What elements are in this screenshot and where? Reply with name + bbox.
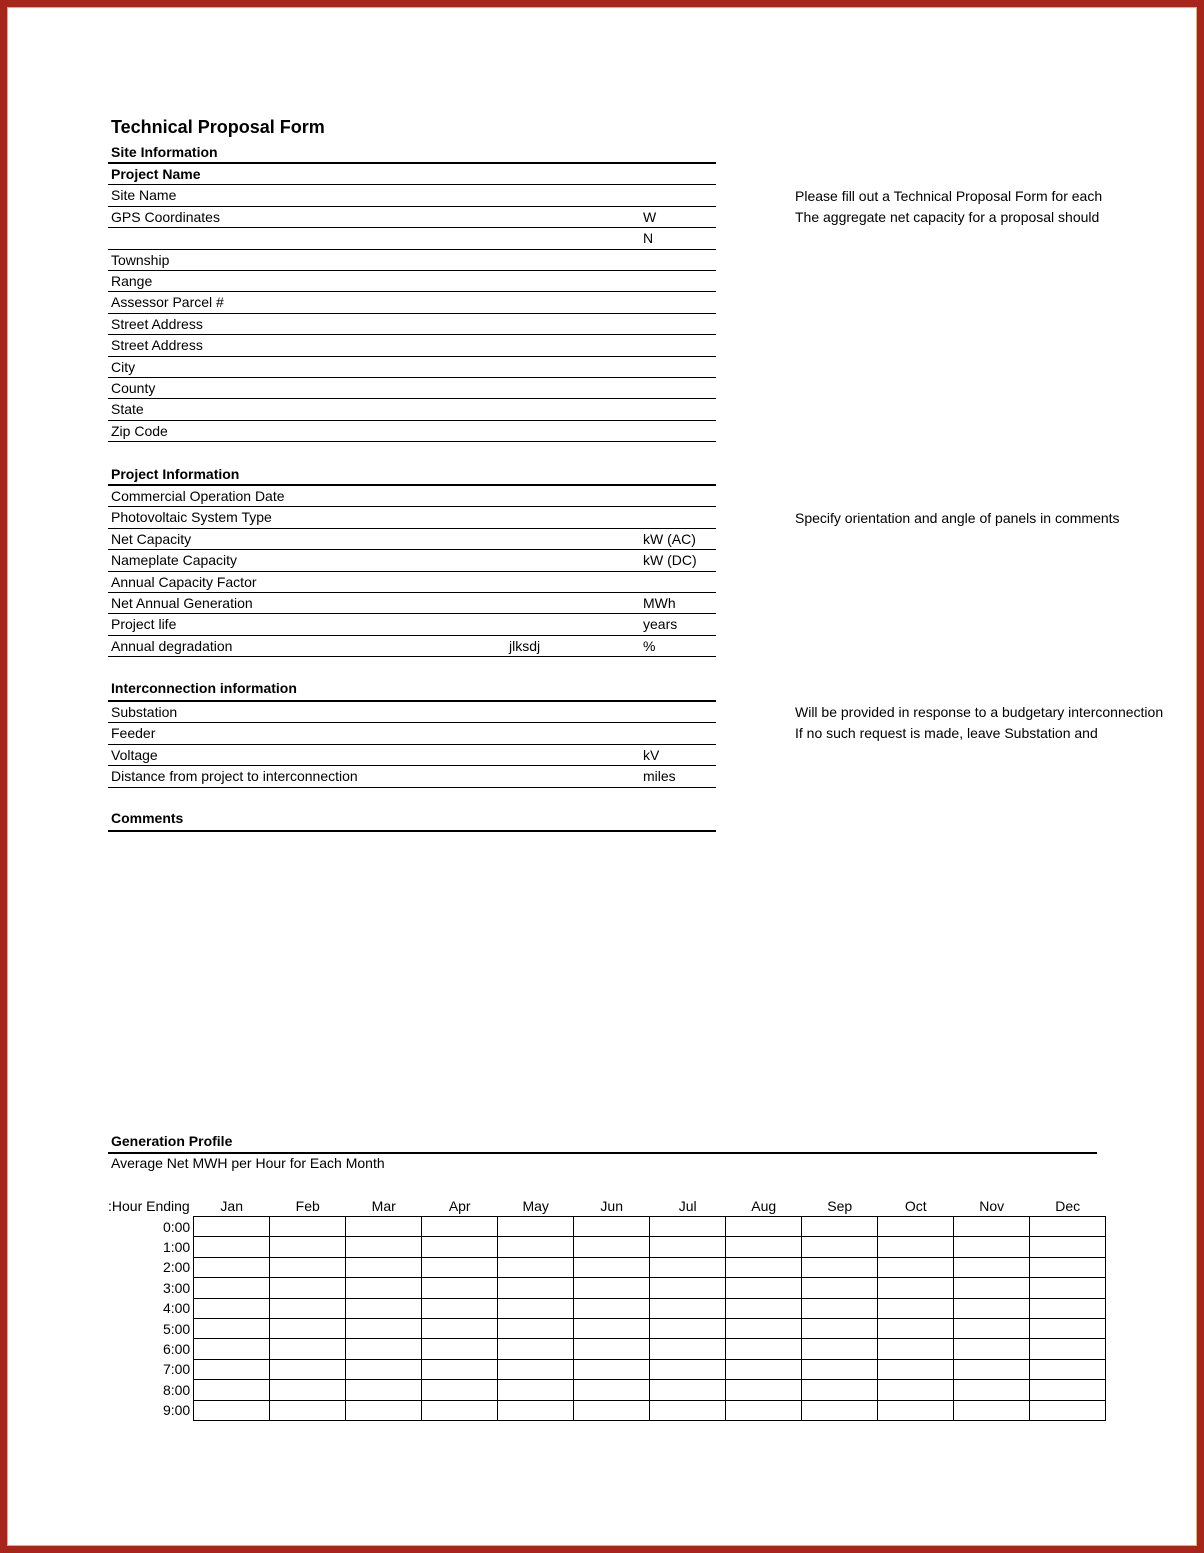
month-header-nov: Nov [979, 1198, 1005, 1214]
data-cell-apr[interactable] [422, 1278, 498, 1298]
data-cell-apr[interactable] [422, 1400, 498, 1420]
field-label: GPS Coordinates [111, 208, 220, 225]
field-label: Net Annual Generation [111, 594, 253, 611]
data-cell-sep[interactable] [802, 1278, 878, 1298]
field-label: Commercial Operation Date [111, 488, 285, 504]
data-cell-may[interactable] [498, 1298, 574, 1318]
comments-section [108, 808, 716, 832]
data-cell-feb[interactable] [270, 1318, 346, 1338]
form-row-township [108, 250, 716, 271]
data-cell-may[interactable] [498, 1237, 574, 1257]
instruction-note: Specify orientation and angle of panels in comments [795, 510, 1120, 526]
interconnection-section [108, 678, 716, 788]
data-cell-jun[interactable] [574, 1278, 650, 1298]
form-row-site-name [108, 185, 716, 206]
data-cell-nov[interactable] [954, 1278, 1030, 1298]
site-information-section [108, 142, 716, 442]
data-cell-oct[interactable] [878, 1339, 954, 1359]
hour-label: 3:00 [108, 1278, 194, 1298]
comments-heading: Comments [108, 808, 716, 832]
data-cell-mar[interactable] [346, 1339, 422, 1359]
data-cell-nov[interactable] [954, 1359, 1030, 1379]
data-cell-jul[interactable] [650, 1400, 726, 1420]
project-information-section [108, 464, 716, 657]
instruction-note: Will be provided in response to a budgetary interconnection [795, 704, 1164, 720]
data-cell-jan[interactable] [194, 1318, 270, 1338]
data-cell-nov[interactable] [954, 1298, 1030, 1318]
data-cell-aug[interactable] [726, 1298, 802, 1318]
data-cell-aug[interactable] [726, 1318, 802, 1338]
form-row-street-address [108, 314, 716, 335]
data-cell-jan[interactable] [194, 1298, 270, 1318]
data-cell-aug[interactable] [726, 1217, 802, 1237]
form-row-net-annual-generation [108, 593, 716, 614]
field-value[interactable]: jlksdj [509, 637, 541, 654]
form-row-gps-coordinates [108, 207, 716, 228]
field-label: State [111, 401, 144, 418]
data-cell-sep[interactable] [802, 1359, 878, 1379]
data-cell-aug[interactable] [726, 1400, 802, 1420]
data-cell-jul[interactable] [650, 1237, 726, 1257]
month-header-feb: Feb [295, 1198, 320, 1214]
form-row-assessor-parcel [108, 292, 716, 313]
data-cell-apr[interactable] [422, 1359, 498, 1379]
form-row-city [108, 357, 716, 378]
field-label: Net Capacity [111, 530, 192, 547]
form-row-county [108, 378, 716, 399]
data-cell-may[interactable] [498, 1380, 574, 1400]
form-row-net-capacity [108, 529, 716, 550]
form-row-voltage [108, 745, 716, 766]
form-title: Technical Proposal Form [111, 117, 325, 137]
data-cell-oct[interactable] [878, 1298, 954, 1318]
data-cell-jan[interactable] [194, 1400, 270, 1420]
field-unit: MWh [643, 594, 676, 611]
table-row [108, 1217, 1106, 1237]
data-cell-jun[interactable] [574, 1237, 650, 1257]
field-label: Site Name [111, 187, 177, 204]
field-label: Assessor Parcel # [111, 294, 224, 311]
data-cell-aug[interactable] [726, 1339, 802, 1359]
form-row-photovoltaic-system-type [108, 507, 716, 528]
hour-label: 0:00 [108, 1217, 194, 1237]
data-cell-aug[interactable] [726, 1237, 802, 1257]
data-cell-oct[interactable] [878, 1359, 954, 1379]
field-label: Street Address [111, 315, 203, 332]
field-label: Street Address [111, 337, 203, 354]
data-cell-oct[interactable] [878, 1318, 954, 1338]
form-row-blank-3 [108, 228, 716, 249]
data-cell-jun[interactable] [574, 1380, 650, 1400]
data-cell-jan[interactable] [194, 1380, 270, 1400]
data-cell-sep[interactable] [802, 1318, 878, 1338]
month-header-oct: Oct [904, 1198, 927, 1214]
hour-label: 5:00 [108, 1318, 194, 1338]
data-cell-dec[interactable] [1030, 1257, 1106, 1277]
data-cell-feb[interactable] [270, 1257, 346, 1277]
hour-ending-header: Hour Ending: [108, 1198, 190, 1215]
field-label: County [111, 379, 156, 396]
data-cell-dec[interactable] [1030, 1318, 1106, 1338]
field-label: Distance from project to interconnection [111, 768, 358, 785]
interconnection-rows [108, 702, 716, 788]
hour-label: 9:00 [108, 1400, 194, 1420]
data-cell-apr[interactable] [422, 1237, 498, 1257]
data-cell-nov[interactable] [954, 1237, 1030, 1257]
data-cell-jan[interactable] [194, 1339, 270, 1359]
project-information-heading: Project Information [108, 464, 716, 486]
form-row-substation [108, 702, 716, 723]
data-cell-sep[interactable] [802, 1339, 878, 1359]
data-cell-dec[interactable] [1030, 1217, 1106, 1237]
field-label: Project life [111, 616, 177, 633]
data-cell-jul[interactable] [650, 1318, 726, 1338]
instruction-note: Please fill out a Technical Proposal Form for each [795, 188, 1103, 204]
field-label: Annual Capacity Factor [111, 573, 257, 590]
field-label: Range [111, 272, 153, 289]
data-cell-may[interactable] [498, 1257, 574, 1277]
data-cell-sep[interactable] [802, 1380, 878, 1400]
field-label: Nameplate Capacity [111, 552, 238, 569]
field-unit: miles [643, 768, 676, 785]
form-row-commercial-operation-date [108, 486, 716, 507]
data-cell-nov[interactable] [954, 1380, 1030, 1400]
form-row-project-life [108, 614, 716, 635]
table-row [108, 1257, 1106, 1277]
site-information-notes [795, 186, 1103, 229]
data-cell-jan[interactable] [194, 1257, 270, 1277]
form-row-feeder [108, 723, 716, 744]
project-information-notes [795, 508, 1120, 529]
data-cell-apr[interactable] [422, 1257, 498, 1277]
field-label: City [111, 358, 136, 375]
data-cell-oct[interactable] [878, 1400, 954, 1420]
data-cell-feb[interactable] [270, 1400, 346, 1420]
data-cell-nov[interactable] [954, 1257, 1030, 1277]
data-cell-apr[interactable] [422, 1298, 498, 1318]
data-cell-may[interactable] [498, 1359, 574, 1379]
field-label: Zip Code [111, 422, 168, 439]
table-row [108, 1298, 1106, 1318]
field-unit: years [643, 616, 678, 633]
data-cell-jul[interactable] [650, 1217, 726, 1237]
data-cell-sep[interactable] [802, 1217, 878, 1237]
interconnection-notes [795, 702, 1164, 745]
field-unit: W [643, 208, 657, 225]
form-row-range [108, 271, 716, 292]
data-cell-jan[interactable] [194, 1278, 270, 1298]
data-cell-feb[interactable] [270, 1237, 346, 1257]
data-cell-jul[interactable] [650, 1380, 726, 1400]
form-row-state [108, 399, 716, 420]
data-cell-aug[interactable] [726, 1257, 802, 1277]
field-unit: N [643, 230, 654, 247]
data-cell-apr[interactable] [422, 1217, 498, 1237]
data-cell-nov[interactable] [954, 1217, 1030, 1237]
data-cell-mar[interactable] [346, 1257, 422, 1277]
data-cell-may[interactable] [498, 1339, 574, 1359]
data-cell-jul[interactable] [650, 1278, 726, 1298]
data-cell-jul[interactable] [650, 1298, 726, 1318]
form-row-distance-from-project-to-interconnection [108, 766, 716, 787]
data-cell-jun[interactable] [574, 1257, 650, 1277]
data-cell-feb[interactable] [270, 1278, 346, 1298]
table-row [108, 1339, 1106, 1359]
data-cell-sep[interactable] [802, 1257, 878, 1277]
data-cell-jun[interactable] [574, 1339, 650, 1359]
table-row [108, 1278, 1106, 1298]
instruction-note: The aggregate net capacity for a proposal should [795, 209, 1100, 226]
data-cell-aug[interactable] [726, 1278, 802, 1298]
data-cell-jul[interactable] [650, 1339, 726, 1359]
month-header-dec: Dec [1055, 1198, 1081, 1214]
data-cell-may[interactable] [498, 1217, 574, 1237]
form-row-nameplate-capacity [108, 550, 716, 571]
site-information-rows [108, 164, 716, 442]
hour-label: 4:00 [108, 1298, 194, 1318]
data-cell-dec[interactable] [1030, 1339, 1106, 1359]
data-cell-feb[interactable] [270, 1339, 346, 1359]
data-cell-oct[interactable] [878, 1380, 954, 1400]
table-row [108, 1318, 1106, 1338]
month-header-jan: Jan [220, 1198, 243, 1214]
data-cell-mar[interactable] [346, 1217, 422, 1237]
data-cell-aug[interactable] [726, 1380, 802, 1400]
field-label: Substation [111, 704, 178, 720]
interconnection-heading: Interconnection information [108, 678, 716, 702]
generation-table-body [108, 1217, 1106, 1421]
data-cell-aug[interactable] [726, 1359, 802, 1379]
data-cell-mar[interactable] [346, 1237, 422, 1257]
field-label: Project Name [111, 166, 201, 182]
data-cell-dec[interactable] [1030, 1298, 1106, 1318]
data-cell-dec[interactable] [1030, 1359, 1106, 1379]
data-cell-jun[interactable] [574, 1359, 650, 1379]
data-cell-nov[interactable] [954, 1400, 1030, 1420]
data-cell-feb[interactable] [270, 1359, 346, 1379]
form-row-zip-code [108, 421, 716, 442]
month-header-jun: Jun [600, 1198, 623, 1214]
month-header-aug: Aug [751, 1198, 777, 1214]
data-cell-nov[interactable] [954, 1339, 1030, 1359]
hour-label: 1:00 [108, 1237, 194, 1257]
data-cell-nov[interactable] [954, 1318, 1030, 1338]
data-cell-may[interactable] [498, 1400, 574, 1420]
hour-label: 2:00 [108, 1257, 194, 1277]
hour-label: 7:00 [108, 1359, 194, 1379]
data-cell-jan[interactable] [194, 1237, 270, 1257]
data-cell-apr[interactable] [422, 1380, 498, 1400]
hour-label: 6:00 [108, 1339, 194, 1359]
month-header-may: May [522, 1198, 549, 1214]
field-label: Voltage [111, 746, 158, 763]
month-header-mar: Mar [371, 1198, 396, 1214]
data-cell-mar[interactable] [346, 1318, 422, 1338]
generation-header-row [108, 1196, 1106, 1217]
data-cell-mar[interactable] [346, 1359, 422, 1379]
data-cell-may[interactable] [498, 1278, 574, 1298]
field-unit: % [643, 637, 656, 654]
data-cell-apr[interactable] [422, 1339, 498, 1359]
month-header-apr: Apr [448, 1198, 471, 1214]
project-information-rows [108, 486, 716, 657]
form-row-annual-capacity-factor [108, 572, 716, 593]
field-unit: kW (DC) [643, 552, 697, 569]
data-cell-mar[interactable] [346, 1298, 422, 1318]
field-label: Annual degradation [111, 637, 233, 654]
data-cell-sep[interactable] [802, 1298, 878, 1318]
form-row-annual-degradation [108, 636, 716, 657]
generation-profile-heading: Generation Profile [108, 1130, 1097, 1154]
table-row [108, 1237, 1106, 1257]
hour-label: 8:00 [108, 1380, 194, 1400]
month-header-sep: Sep [827, 1198, 853, 1214]
data-cell-sep[interactable] [802, 1237, 878, 1257]
data-cell-mar[interactable] [346, 1278, 422, 1298]
table-row [108, 1380, 1106, 1400]
month-header-jul: Jul [678, 1198, 697, 1214]
data-cell-dec[interactable] [1030, 1380, 1106, 1400]
field-unit: kW (AC) [643, 530, 696, 547]
data-cell-jul[interactable] [650, 1359, 726, 1379]
data-cell-oct[interactable] [878, 1278, 954, 1298]
data-cell-oct[interactable] [878, 1217, 954, 1237]
data-cell-dec[interactable] [1030, 1400, 1106, 1420]
data-cell-sep[interactable] [802, 1400, 878, 1420]
data-cell-oct[interactable] [878, 1237, 954, 1257]
form-row-street-address [108, 335, 716, 356]
form-row-project-name [108, 164, 716, 185]
site-information-heading: Site Information [108, 142, 716, 164]
data-cell-jul[interactable] [650, 1257, 726, 1277]
data-cell-mar[interactable] [346, 1380, 422, 1400]
data-cell-mar[interactable] [346, 1400, 422, 1420]
field-unit: kV [643, 746, 660, 763]
data-cell-jan[interactable] [194, 1359, 270, 1379]
data-cell-jun[interactable] [574, 1298, 650, 1318]
data-cell-feb[interactable] [270, 1217, 346, 1237]
field-label: Township [111, 251, 170, 268]
data-cell-feb[interactable] [270, 1380, 346, 1400]
data-cell-jan[interactable] [194, 1217, 270, 1237]
instruction-note: If no such request is made, leave Substation and [795, 725, 1098, 742]
table-row [108, 1400, 1106, 1420]
data-cell-jun[interactable] [574, 1400, 650, 1420]
field-label: Feeder [111, 725, 156, 742]
data-cell-may[interactable] [498, 1318, 574, 1338]
generation-profile-subheading: Average Net MWH per Hour for Each Month [111, 1155, 385, 1171]
data-cell-dec[interactable] [1030, 1278, 1106, 1298]
data-cell-dec[interactable] [1030, 1237, 1106, 1257]
field-label: Photovoltaic System Type [111, 509, 272, 526]
data-cell-oct[interactable] [878, 1257, 954, 1277]
data-cell-apr[interactable] [422, 1318, 498, 1338]
table-row [108, 1359, 1106, 1379]
data-cell-jun[interactable] [574, 1318, 650, 1338]
generation-profile-table [108, 1196, 1106, 1421]
data-cell-jun[interactable] [574, 1217, 650, 1237]
data-cell-feb[interactable] [270, 1298, 346, 1318]
